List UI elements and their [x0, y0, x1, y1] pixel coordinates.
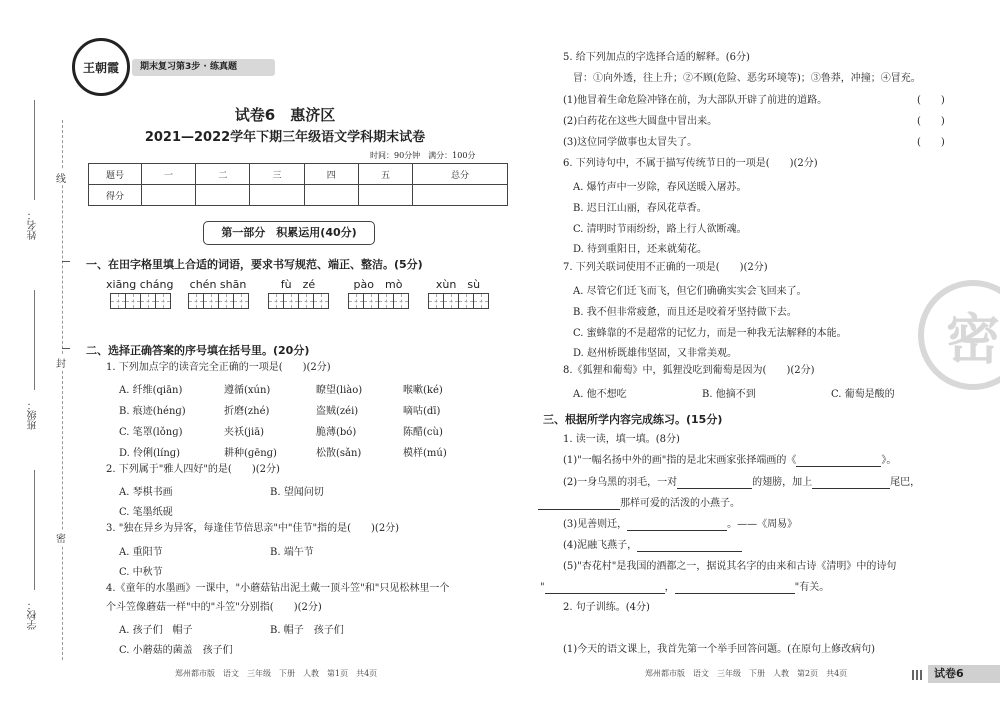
- fill-line-1: [563, 454, 896, 467]
- writing-box[interactable]: [348, 293, 364, 309]
- writing-box[interactable]: [140, 293, 156, 309]
- school-field[interactable]: [34, 470, 35, 590]
- q2-3-option-c: C. 中秋节: [119, 567, 163, 578]
- q2-2-stem: 2. 下列属于"雅人四好"的是( )(2分): [106, 464, 280, 475]
- writing-box[interactable]: [188, 293, 204, 309]
- writing-box[interactable]: [458, 293, 474, 309]
- grid-dots-icon: [912, 670, 922, 680]
- fill-text: (4)泥融飞燕子，: [563, 540, 638, 551]
- fill-blank[interactable]: [538, 498, 620, 510]
- writing-box[interactable]: [313, 293, 329, 309]
- q5-item: (3)这位同学做事也太冒失了。: [563, 137, 698, 148]
- score-table: [88, 163, 508, 206]
- fill-line-5b: [540, 581, 829, 594]
- class-field[interactable]: [34, 290, 35, 390]
- fill-blank[interactable]: [796, 455, 881, 467]
- q2-4-stem-line1: 4.《童年的水墨画》一课中，"小蘑菇钻出泥土戴一顶斗笠"和"只见松林里一个: [106, 583, 450, 594]
- q8-option-a: A. 他不想吃: [573, 389, 627, 400]
- score-header-cell: 题号: [89, 164, 142, 185]
- q2-2-option-b: B. 望闻问切: [270, 487, 324, 498]
- score-input-cell[interactable]: [304, 185, 358, 206]
- writing-box[interactable]: [473, 293, 489, 309]
- q2-4-option-b: B. 帽子 孩子们: [270, 625, 344, 636]
- seal-mark-feng: 封: [56, 355, 66, 370]
- q5-item: (1)他冒着生命危险冲锋在前，为大部队开辟了前进的道路。: [563, 95, 828, 106]
- score-header-cell: 总分: [413, 164, 508, 185]
- part-heading-text: 第一部分 积累运用(40分): [221, 226, 357, 239]
- q7-stem: 7. 下列关联词使用不正确的一项是( )(2分): [563, 262, 768, 273]
- q5-answer-paren[interactable]: ( ): [917, 116, 945, 127]
- fill-text: (3)见善则迁，: [563, 519, 628, 530]
- score-input-cell[interactable]: [142, 185, 196, 206]
- fill-text: (2)一身乌黑的羽毛，一对: [563, 477, 678, 488]
- class-label: 班级：: [28, 400, 39, 430]
- seal-mark-line: 线: [56, 170, 66, 185]
- q2-4-option-c: C. 小蘑菇的菌盖 孩子们: [119, 645, 233, 656]
- fill-blank[interactable]: [812, 477, 890, 489]
- pinyin-label: xùn sù: [435, 278, 481, 291]
- q5-definition: 冒：①向外透，往上升；②不顾(危险、恶劣环境等)；③鲁莽，冲撞；④冒充。: [573, 73, 921, 84]
- pinyin-label: chén shān: [189, 278, 247, 291]
- fill-blank[interactable]: [637, 540, 742, 552]
- q2-1-option: 脆薄(bó): [316, 427, 357, 438]
- pinyin-group-1: [106, 278, 173, 313]
- q2-title: 二、选择正确答案的序号填在括号里。(20分): [86, 344, 310, 357]
- score-header-cell: 二: [196, 164, 250, 185]
- q2-1-option: 盗贼(zéi): [316, 406, 359, 417]
- score-input-cell[interactable]: [196, 185, 250, 206]
- paper-subtitle: 2021—2022学年下期三年级语文学科期末试卷: [144, 130, 426, 145]
- writing-box[interactable]: [363, 293, 379, 309]
- q2-1-option: 折磨(zhé): [224, 406, 270, 417]
- q2-1-option: 喉嗽(ké): [403, 385, 443, 396]
- pinyin-group-2: [188, 278, 248, 313]
- writing-box[interactable]: [298, 293, 314, 309]
- fill-line-4: [563, 539, 742, 552]
- footer-right: 郑州都市版 语文 三年级 下册 人教 第2页 共4页: [645, 669, 848, 678]
- binding-line: [62, 120, 63, 660]
- q2-1-stem: 1. 下列加点字的读音完全正确的一项是( )(2分): [106, 362, 331, 373]
- q3-2-item-1: (1)今天的语文课上，我首先第一个举手回答问题。(在原句上修改病句): [563, 644, 875, 655]
- q2-1-option: B. 痕迹(hénɡ): [119, 406, 186, 417]
- q7-option: A. 尽管它们迁飞而飞，但它们确确实实会飞回来了。: [573, 286, 807, 297]
- q2-4-option-a: A. 孩子们 帽子: [119, 625, 193, 636]
- q8-option-c: C. 葡萄是酸的: [831, 389, 895, 400]
- step-banner: [132, 59, 275, 76]
- fill-blank[interactable]: [677, 477, 752, 489]
- q6-stem: 6. 下列诗句中，不属于描写传统节日的一项是( )(2分): [563, 158, 818, 169]
- pinyin-label: xiāng cháng: [106, 278, 174, 291]
- score-input-cell[interactable]: [413, 185, 508, 206]
- writing-box[interactable]: [233, 293, 249, 309]
- q6-option: C. 清明时节雨纷纷，路上行人欲断魂。: [573, 224, 747, 235]
- writing-box[interactable]: [155, 293, 171, 309]
- writing-box[interactable]: [268, 293, 284, 309]
- pinyin-group-4: [348, 278, 408, 313]
- q6-option: A. 爆竹声中一岁除，春风送暖入屠苏。: [573, 182, 747, 193]
- q2-1-option: 耕种(ɡēnɡ): [224, 448, 277, 459]
- score-header-cell: 四: [304, 164, 358, 185]
- writing-box[interactable]: [428, 293, 444, 309]
- q2-1-option: C. 笔罩(lǒnɡ): [119, 427, 183, 438]
- fill-text: "有关。: [794, 582, 830, 593]
- writing-box[interactable]: [218, 293, 234, 309]
- q2-2-option-c: C. 笔墨纸砚: [119, 507, 173, 518]
- q2-1-option: A. 纤维(qiān): [119, 385, 183, 396]
- fill-line-2b: [538, 497, 740, 510]
- q8-option-b: B. 他摘不到: [702, 389, 756, 400]
- q5-answer-paren[interactable]: ( ): [917, 95, 945, 106]
- seal-mark-mi: 密: [56, 530, 66, 545]
- fill-text: 尾巴，: [890, 477, 921, 488]
- fill-text: ": [540, 582, 545, 593]
- name-field[interactable]: [34, 100, 35, 200]
- fill-line-3: [563, 518, 797, 531]
- paper-meta: 时间：90分钟 满分：100分: [370, 151, 476, 160]
- q2-3-stem: 3. "独在异乡为异客，每逢佳节倍思亲"中"佳节"指的是( )(2分): [106, 523, 400, 534]
- writing-box[interactable]: [378, 293, 394, 309]
- q7-option: B. 我不但非常疲惫，而且还是咬着牙坚持做下去。: [573, 307, 797, 318]
- section-marker-1: [62, 261, 70, 262]
- section-marker-2: [62, 348, 70, 349]
- q8-stem: 8.《狐狸和葡萄》中，狐狸没吃到葡萄是因为( )(2分): [563, 365, 815, 376]
- q2-2-option-a: A. 琴棋书画: [119, 487, 173, 498]
- fill-text: (1)"一幅名扬中外的画"指的是北宋画家张择端画的《: [563, 455, 797, 466]
- fill-text: 。——《周易》: [727, 519, 798, 530]
- q3-2-stem: 2. 句子训练。(4分): [563, 602, 650, 613]
- q2-1-option: 瞭望(liào): [316, 385, 363, 396]
- q3-1-stem: 1. 读一读，填一填。(8分): [563, 434, 680, 445]
- score-input-cell[interactable]: [250, 185, 304, 206]
- step-banner-text: 期末复习第3步 · 练真题: [140, 62, 237, 72]
- q2-1-option: D. 伶俐(línɡ): [119, 448, 181, 459]
- fill-text: ，: [664, 582, 675, 593]
- writing-box[interactable]: [443, 293, 459, 309]
- writing-box[interactable]: [283, 293, 299, 309]
- fill-line-2: [563, 476, 920, 489]
- pinyin-label: fù zé: [280, 278, 316, 291]
- pinyin-group-5: [428, 278, 488, 313]
- q7-option: C. 蜜蜂靠的不是超常的记忆力，而是一种我无法解释的本能。: [573, 328, 847, 339]
- q2-4-stem-line2: 个斗笠像蘑菇一样"中的"斗笠"分别指( )(2分): [106, 602, 322, 613]
- q7-option: D. 赵州桥既雄伟坚固，又非常美观。: [573, 348, 738, 359]
- writing-box[interactable]: [393, 293, 409, 309]
- q2-1-option: 夹袄(jiā): [224, 427, 265, 438]
- confidential-stamp-text: 密: [946, 307, 1000, 371]
- q5-answer-paren[interactable]: ( ): [917, 137, 945, 148]
- q2-1-option: 嘀咕(dī): [403, 406, 441, 417]
- school-label: 学校：: [28, 600, 39, 630]
- part-heading: [203, 221, 375, 245]
- writing-box[interactable]: [203, 293, 219, 309]
- footer-left: 郑州都市版 语文 三年级 下册 人教 第1页 共4页: [175, 669, 378, 678]
- writing-box[interactable]: [110, 293, 126, 309]
- confidential-stamp: [918, 280, 1000, 390]
- pinyin-group-3: [268, 278, 328, 313]
- paper-tag: [928, 665, 1000, 683]
- q2-3-option-b: B. 端午节: [270, 547, 314, 558]
- score-header-cell: 一: [142, 164, 196, 185]
- score-row-label: 得分: [89, 185, 142, 206]
- fill-blank[interactable]: [675, 582, 795, 594]
- fill-text: 那样可爱的活泼的小燕子。: [620, 498, 740, 509]
- q2-1-option: 陈醋(cù): [403, 427, 443, 438]
- q6-option: D. 待到重阳日，还来就菊花。: [573, 244, 708, 255]
- q2-1-option: 松散(sǎn): [316, 448, 362, 459]
- q6-option: B. 迟日江山丽，春风花草香。: [573, 203, 707, 214]
- q3-section-title: 三、根据所学内容完成练习。(15分): [543, 413, 723, 426]
- score-header-cell: 三: [250, 164, 304, 185]
- brand-logo: [72, 38, 130, 96]
- fill-line-5: (5)"杏花村"是我国的酒都之一，据说其名字的由来和古诗《清明》中的诗句: [563, 561, 897, 572]
- fill-text: 》。: [881, 455, 897, 466]
- q2-3-option-a: A. 重阳节: [119, 547, 163, 558]
- paper-title: 试卷6 惠济区: [234, 106, 336, 124]
- q2-1-option: 遵循(xún): [224, 385, 271, 396]
- fill-text: 的翅膀，加上: [752, 477, 813, 488]
- score-header-cell: 五: [358, 164, 412, 185]
- fill-blank[interactable]: [627, 519, 727, 531]
- score-input-cell[interactable]: [358, 185, 412, 206]
- pinyin-label: pào mò: [353, 278, 403, 291]
- brand-logo-text: 王朝霞: [82, 60, 119, 75]
- q2-1-option: 模样(mú): [403, 448, 447, 459]
- paper-tag-text: 试卷6: [934, 667, 964, 680]
- q5-item: (2)白药花在这些大圆盘中冒出来。: [563, 116, 718, 127]
- writing-box[interactable]: [125, 293, 141, 309]
- q5-title: 5. 给下列加点的字选择合适的解释。(6分): [563, 52, 750, 63]
- q1-title: 一、在田字格里填上合适的词语，要求书写规范、端正、整洁。(5分): [86, 258, 423, 271]
- name-label: 姓名：: [28, 210, 39, 240]
- fill-blank[interactable]: [545, 582, 665, 594]
